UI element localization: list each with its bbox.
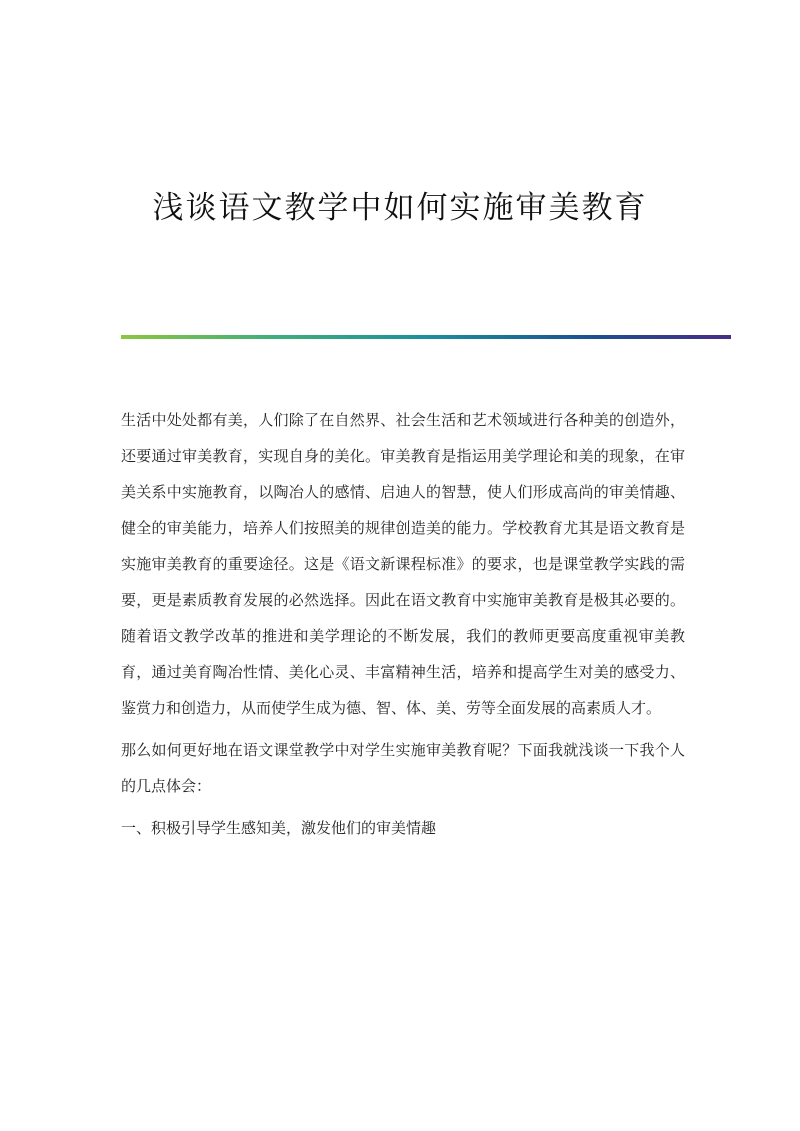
title-divider xyxy=(121,335,731,339)
document-body xyxy=(121,402,685,846)
paragraph-question: 那么如何更好地在语文课堂教学中对学生实施审美教育呢？下面我就浅谈一下我个人的几点体会： xyxy=(121,741,685,795)
section-heading-1: 一、积极引导学生感知美，激发他们的审美情趣 xyxy=(121,819,437,837)
document-title: 浅谈语文教学中如何实施审美教育 xyxy=(152,190,648,226)
paragraph-intro: 生活中处处都有美，人们除了在自然界、社会生活和艺术领域进行各种美的创造外，还要通过审美教育，实现自身的美化。审美教育是指运用美学理论和美的现象，在审美关系中实施教育，以陶冶人的感情、启迪人的智慧，使人们形成高尚的审美情趣、健全的审美能力，培养人们按照美的规律创造美的能力。学校教育尤其是语文教育是实施审美教育的重要途径。这是《语文新课程标准》的要求，也是课堂教学实践的需要，更是素质教育发展的必然选择。因此在语文教育中实施审美教育是极其必要的。随着语文教学改革的推进和美学理论的不断发展，我们的教师更要高度重视审美教育，通过美育陶冶性情、美化心灵、丰富精神生活，培养和提高学生对美的感受力、鉴赏力和创造力，从而使学生成为德、智、体、美、劳等全面发展的高素质人才。 xyxy=(121,411,685,717)
